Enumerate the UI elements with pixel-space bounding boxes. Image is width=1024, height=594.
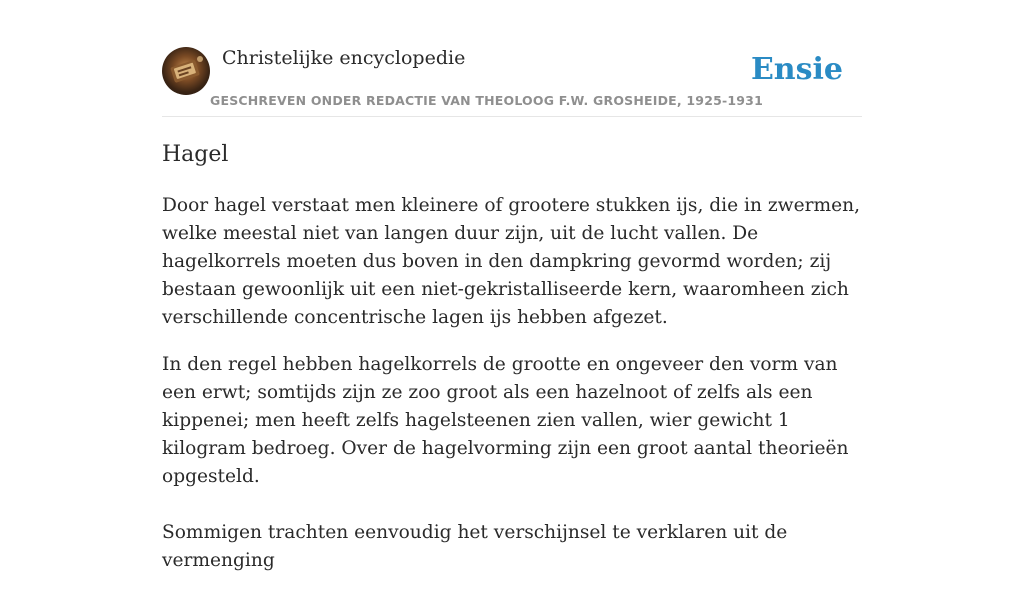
article-body	[162, 192, 862, 594]
source-header	[162, 46, 862, 117]
article-title: Hagel	[162, 142, 229, 167]
source-title[interactable]: Christelijke encyclopedie	[222, 47, 466, 69]
source-avatar[interactable]	[162, 47, 210, 95]
ensie-logo[interactable]: Ensie	[750, 52, 843, 87]
article-paragraph: Door hagel verstaat men kleinere of grootere stukken ijs, die in zwermen, welke meestal niet van langen duur zijn, uit de lucht vallen. De hagelkorrels moeten dus boven in den dampkring gevormd worden; zij bestaan gewoonlijk uit een niet-gekristalliseerde kern, waaromheen zich verschillende concentrische lagen ijs hebben afgezet.	[162, 195, 861, 328]
article-paragraph: In den regel hebben hagelkorrels de grootte en ongeveer den vorm van een erwt; somtijds zijn ze zoo groot als een hazelnoot of zelfs als een kippenei; men heeft zelfs hagelsteenen zien vallen, wier gewicht 1 kilogram bedroeg. Over de hagelvorming zijn een groot aantal theorieën opgesteld.	[162, 354, 849, 487]
source-subtitle: GESCHREVEN ONDER REDACTIE VAN THEOLOOG F.W. GROSHEIDE, 1925-1931	[210, 93, 763, 108]
book-photo-icon	[162, 47, 210, 95]
article-paragraph: Sommigen trachten eenvoudig het verschijnsel te verklaren uit de vermenging	[162, 522, 788, 571]
